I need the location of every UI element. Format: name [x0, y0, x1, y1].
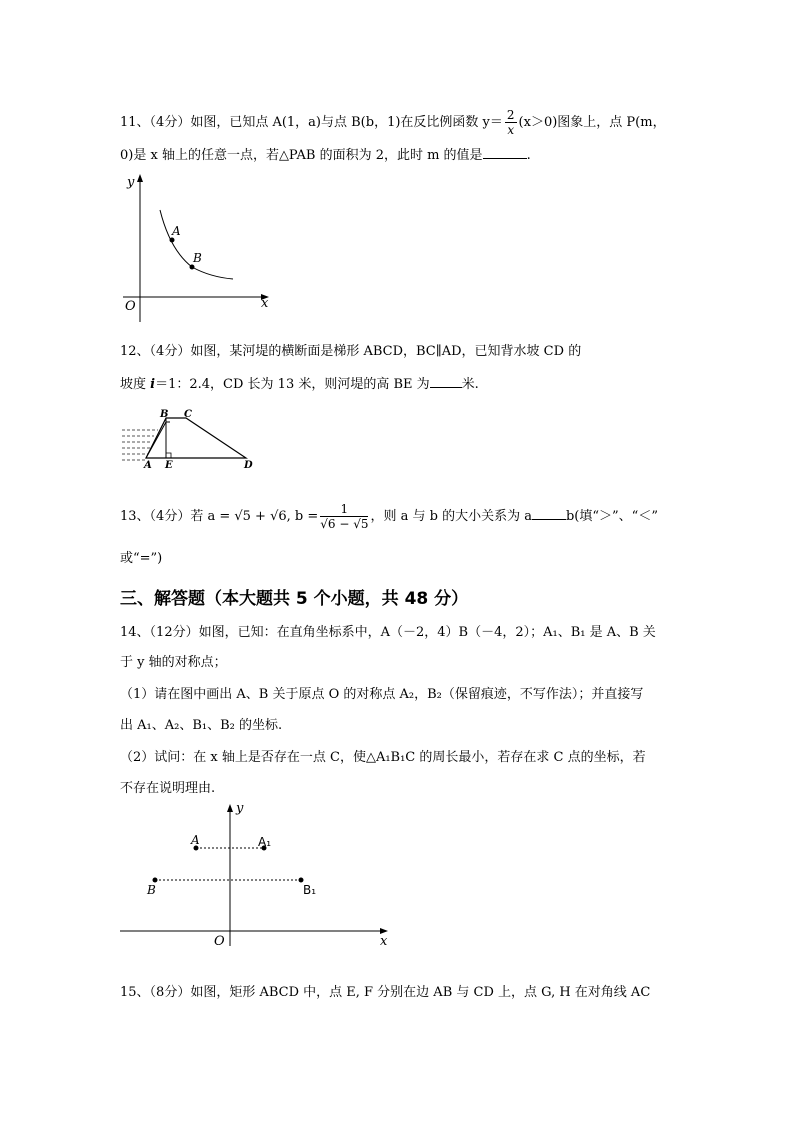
q14-text-4: 出 A₁、A₂、B₁、B₂ 的坐标. — [120, 718, 283, 733]
q11-label-b: B — [193, 251, 202, 265]
q13-line-1 — [120, 502, 658, 531]
q11-fraction — [505, 108, 517, 137]
q11-label-y: y — [127, 175, 135, 190]
q12-text-2a: 坡度 — [120, 377, 151, 392]
q11-y-arrow — [137, 174, 143, 182]
q14-label-b1: B₁ — [303, 883, 317, 897]
q14-label-b: B — [147, 883, 156, 897]
q13-line-2 — [120, 550, 162, 568]
q13-frac-num: 1 — [320, 502, 368, 517]
q15-line-1 — [120, 984, 650, 1002]
q14-line-3 — [120, 686, 643, 704]
q13-text-1c: b(填“＞”、“＜” — [565, 509, 658, 524]
q12-label-a: A — [144, 460, 152, 470]
q12-text-2b: ＝1：2.4，CD 长为 13 米，则河堤的高 BE 为 — [155, 377, 430, 392]
q14-text-6: 不存在说明理由. — [120, 781, 216, 796]
q12-line-2 — [120, 374, 479, 394]
q13-frac-den: √6 − √5 — [320, 517, 369, 531]
q14-label-o: O — [214, 934, 225, 949]
q11-frac-num: 2 — [506, 108, 515, 122]
q11-text-1b: (x＞0)图象上，点 P(m， — [518, 115, 666, 130]
q14-figure — [118, 800, 393, 950]
q14-label-a: A — [191, 833, 200, 847]
q13-text-2: 或“=”) — [120, 551, 163, 566]
q11-label-a: A — [172, 224, 181, 238]
q11-answer-blank — [483, 145, 527, 159]
q14-y-arrow — [227, 804, 233, 812]
q11-point-a — [170, 238, 175, 243]
q14-label-a1: A₁ — [258, 835, 272, 849]
q14-line-5 — [120, 749, 646, 767]
q11-text-2-end: . — [526, 148, 531, 163]
q11-curve — [160, 210, 233, 279]
q11-point-b — [190, 265, 195, 270]
q12-label-c: C — [184, 409, 192, 420]
q11-text-1a: 11、（4分）如图，已知点 A(1，a)与点 B(b，1)在反比例函数 y＝ — [120, 115, 503, 130]
q11-frac-den: x — [507, 123, 515, 137]
q12-answer-blank — [430, 374, 462, 388]
q14-text-1: 14、（12分）如图，已知：在直角坐标系中，A（－2，4）B（－4，2）；A₁、B₁ 是 A、B 关 — [120, 625, 656, 640]
section-3-title: 三、解答题（本大题共 5 个小题，共 48 分） — [120, 589, 469, 609]
q12-right-angle — [166, 453, 171, 458]
q12-trapezoid — [146, 418, 246, 458]
q14-point-b1 — [299, 878, 304, 883]
q12-label-e: E — [165, 460, 173, 470]
q13-fraction — [320, 502, 368, 531]
q13-text-1a: 13、（4分）若 a = √5 + √6, b = — [120, 509, 319, 524]
q11-text-2: 0)是 x 轴上的任意一点，若△PAB 的面积为 2，此时 m 的值是 — [120, 148, 483, 163]
q14-point-b — [153, 878, 158, 883]
q12-label-b: B — [160, 409, 169, 420]
q12-figure — [118, 408, 263, 470]
q14-line-6 — [120, 780, 215, 798]
q12-text-1: 12、（4分）如图，某河堤的横断面是梯形 ABCD，BC∥AD，已知背水坡 CD 的 — [120, 344, 582, 359]
q14-text-5: （2）试问：在 x 轴上是否存在一点 C，使△A₁B₁C 的周长最小，若存在求 C 点的坐标，若 — [120, 750, 646, 765]
q14-line-1 — [120, 624, 656, 642]
q14-label-x: x — [380, 934, 388, 949]
q12-line-1 — [120, 343, 581, 361]
q11-line-1 — [120, 108, 666, 137]
q11-label-x: x — [261, 296, 269, 311]
q12-text-2c: 米. — [461, 377, 479, 392]
q12-text-2i: i — [150, 377, 156, 392]
q11-figure — [115, 172, 275, 327]
q12-label-d: D — [244, 460, 253, 470]
q11-label-o: O — [125, 299, 136, 314]
q11-line-2 — [120, 145, 531, 165]
q13-text-1b: ，则 a 与 b 的大小关系为 a — [370, 509, 532, 524]
q13-answer-blank — [532, 506, 566, 520]
q14-line-4 — [120, 717, 282, 735]
q14-label-y: y — [236, 801, 244, 816]
q14-text-3: （1）请在图中画出 A、B 关于原点 O 的对称点 A₂，B₂（保留痕迹，不写作法）；并直接写 — [120, 687, 644, 702]
q14-line-2 — [120, 654, 227, 672]
q14-text-2: 于 y 轴的对称点； — [120, 655, 227, 670]
q15-text-1: 15、（8分）如图，矩形 ABCD 中，点 E, F 分别在边 AB 与 CD 上，点 G, H 在对角线 AC — [120, 985, 651, 1000]
